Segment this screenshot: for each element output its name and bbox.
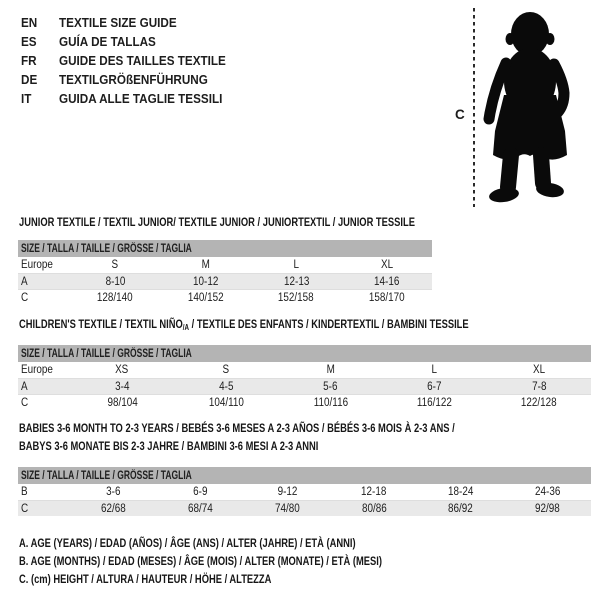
table-row <box>18 394 591 410</box>
size-value-cell: 4-5 <box>219 380 234 393</box>
size-value-cell: 6-9 <box>193 486 208 498</box>
heading-segment: / TEXTILE DES ENFANTS / KINDERTEXTIL / BAMBINI TESSILE <box>189 317 469 331</box>
size-value-cell: XS <box>115 364 129 376</box>
table-row <box>18 289 432 305</box>
size-value-cell: 62/68 <box>101 502 126 515</box>
size-value-cell: 18-24 <box>448 486 474 498</box>
row-label: A <box>21 275 28 288</box>
size-value-cell: 110/116 <box>313 396 348 409</box>
language-title: GUIDA ALLE TAGLIE TESSILI <box>59 91 223 106</box>
size-value-cell: 7-8 <box>531 380 547 393</box>
row-label: C <box>21 396 29 409</box>
row-label: Europe <box>21 259 53 271</box>
baby-silhouette-icon <box>480 9 572 209</box>
note-text: A. AGE (YEARS) / EDAD (AÑOS) / ÂGE (ANS) / ALTER (JAHRE) / ETÀ (ANNI) <box>19 536 356 550</box>
size-value-cell: L <box>431 364 438 376</box>
size-value-cell: 12-13 <box>283 275 309 288</box>
table-row <box>18 484 591 500</box>
table-heading-line <box>19 315 595 333</box>
size-value-cell: 68/74 <box>187 502 213 515</box>
children-size-table <box>18 345 591 410</box>
babies-size-table <box>18 467 591 516</box>
size-value-cell: 3-6 <box>106 486 121 498</box>
size-header-bar <box>18 345 591 362</box>
size-value-cell: 158/170 <box>368 291 405 304</box>
language-code: FR <box>21 53 37 68</box>
heading-segment: CHILDREN'S TEXTILE / TEXTIL NIÑO <box>19 317 183 331</box>
table-row <box>18 500 591 516</box>
language-title: GUÍA DE TALLAS <box>59 34 156 49</box>
language-title: TEXTILE SIZE GUIDE <box>59 15 177 30</box>
language-title-list <box>21 13 244 108</box>
size-value-cell: 24-36 <box>534 486 561 498</box>
table-heading-line <box>19 419 578 437</box>
language-title: GUIDE DES TAILLES TEXTILE <box>59 53 226 68</box>
heading-segment: JUNIOR TEXTILE / TEXTIL JUNIOR/ TEXTILE JUNIOR / JUNIORTEXTIL / JUNIOR TESSILE <box>19 215 415 229</box>
table-rows <box>18 484 591 516</box>
heading-segment: BABYS 3-6 MONATE BIS 2-3 JAHRE / BAMBINI 3-6 MESI A 2-3 ANNI <box>19 439 319 453</box>
size-value-cell: 86/92 <box>448 502 474 515</box>
table-rows <box>18 362 591 410</box>
size-value-cell: 80/86 <box>361 502 387 515</box>
size-value-cell: 104/110 <box>208 396 244 409</box>
note-text: B. AGE (MONTHS) / EDAD (MESES) / ÂGE (MOIS) / ALTER (MONATE) / ETÀ (MESI) <box>19 554 382 568</box>
size-value-cell: 140/152 <box>187 291 224 304</box>
size-value-cell: L <box>293 259 300 271</box>
size-value-cell: 8-10 <box>105 275 126 288</box>
junior-size-table <box>18 240 432 305</box>
language-row <box>21 70 244 89</box>
language-row <box>21 13 244 32</box>
size-value-cell: 12-18 <box>361 486 387 498</box>
size-value-cell: M <box>201 259 210 271</box>
language-code: IT <box>21 91 32 106</box>
size-value-cell: 152/158 <box>278 291 315 304</box>
size-value-cell: 116/122 <box>417 396 453 409</box>
table-row <box>18 362 591 378</box>
size-value-cell: 74/80 <box>274 502 300 515</box>
size-value-cell: 9-12 <box>277 486 297 498</box>
measure-legend-notes <box>19 534 484 588</box>
size-value-cell: 128/140 <box>97 291 134 304</box>
row-label: A <box>21 380 28 393</box>
junior-section-heading <box>19 213 527 231</box>
row-label: C <box>21 502 29 515</box>
language-code: ES <box>21 34 37 49</box>
language-row <box>21 51 244 70</box>
size-value-cell: XL <box>380 259 393 271</box>
note-text: C. (cm) HEIGHT / ALTURA / HAUTEUR / HÖHE / ALTEZZA <box>19 572 272 586</box>
size-value-cell: 3-4 <box>114 380 130 393</box>
note-line <box>19 552 484 570</box>
size-header-text: SIZE / TALLA / TAILLE / GRÖSSE / TAGLIA <box>21 347 192 360</box>
children-section-heading <box>19 315 595 333</box>
row-label: B <box>21 486 28 498</box>
note-line <box>19 534 484 552</box>
language-code: DE <box>21 72 38 87</box>
size-value-cell: 14-16 <box>374 275 400 288</box>
table-row <box>18 378 591 394</box>
language-code: EN <box>21 15 38 30</box>
size-header-text: SIZE / TALLA / TAILLE / GRÖSSE / TAGLIA <box>21 242 192 255</box>
size-value-cell: S <box>111 259 119 271</box>
table-row <box>18 257 432 273</box>
table-heading-line <box>19 213 527 231</box>
note-line <box>19 570 484 588</box>
size-header-text: SIZE / TALLA / TAILLE / GRÖSSE / TAGLIA <box>21 469 192 482</box>
size-value-cell: 6-7 <box>427 380 442 393</box>
row-label: C <box>21 291 29 304</box>
size-header-bar <box>18 467 591 484</box>
table-rows <box>18 257 432 305</box>
language-row <box>21 32 244 51</box>
babies-section-heading <box>19 419 578 455</box>
size-value-cell: S <box>222 364 230 376</box>
heading-segment: /A <box>182 323 190 332</box>
row-label: Europe <box>21 364 53 376</box>
size-value-cell: XL <box>532 364 545 376</box>
table-row <box>18 273 432 289</box>
height-dotted-line <box>473 8 475 207</box>
size-header-bar <box>18 240 432 257</box>
size-value-cell: M <box>326 364 335 376</box>
size-value-cell: 122/128 <box>521 396 557 409</box>
size-value-cell: 98/104 <box>106 396 138 409</box>
size-value-cell: 5-6 <box>323 380 338 393</box>
heading-segment: BABIES 3-6 MONTH TO 2-3 YEARS / BEBÉS 3-6 MESES A 2-3 AÑOS / BÉBÉS 3-6 MOIS À 2-3 ANS / <box>19 421 455 435</box>
language-row <box>21 89 244 108</box>
size-value-cell: 10-12 <box>193 275 219 288</box>
table-heading-line <box>19 437 578 455</box>
height-measure-label: C <box>455 107 465 122</box>
size-value-cell: 92/98 <box>535 502 560 515</box>
language-title: TEXTILGRÖßENFÜHRUNG <box>59 72 208 87</box>
